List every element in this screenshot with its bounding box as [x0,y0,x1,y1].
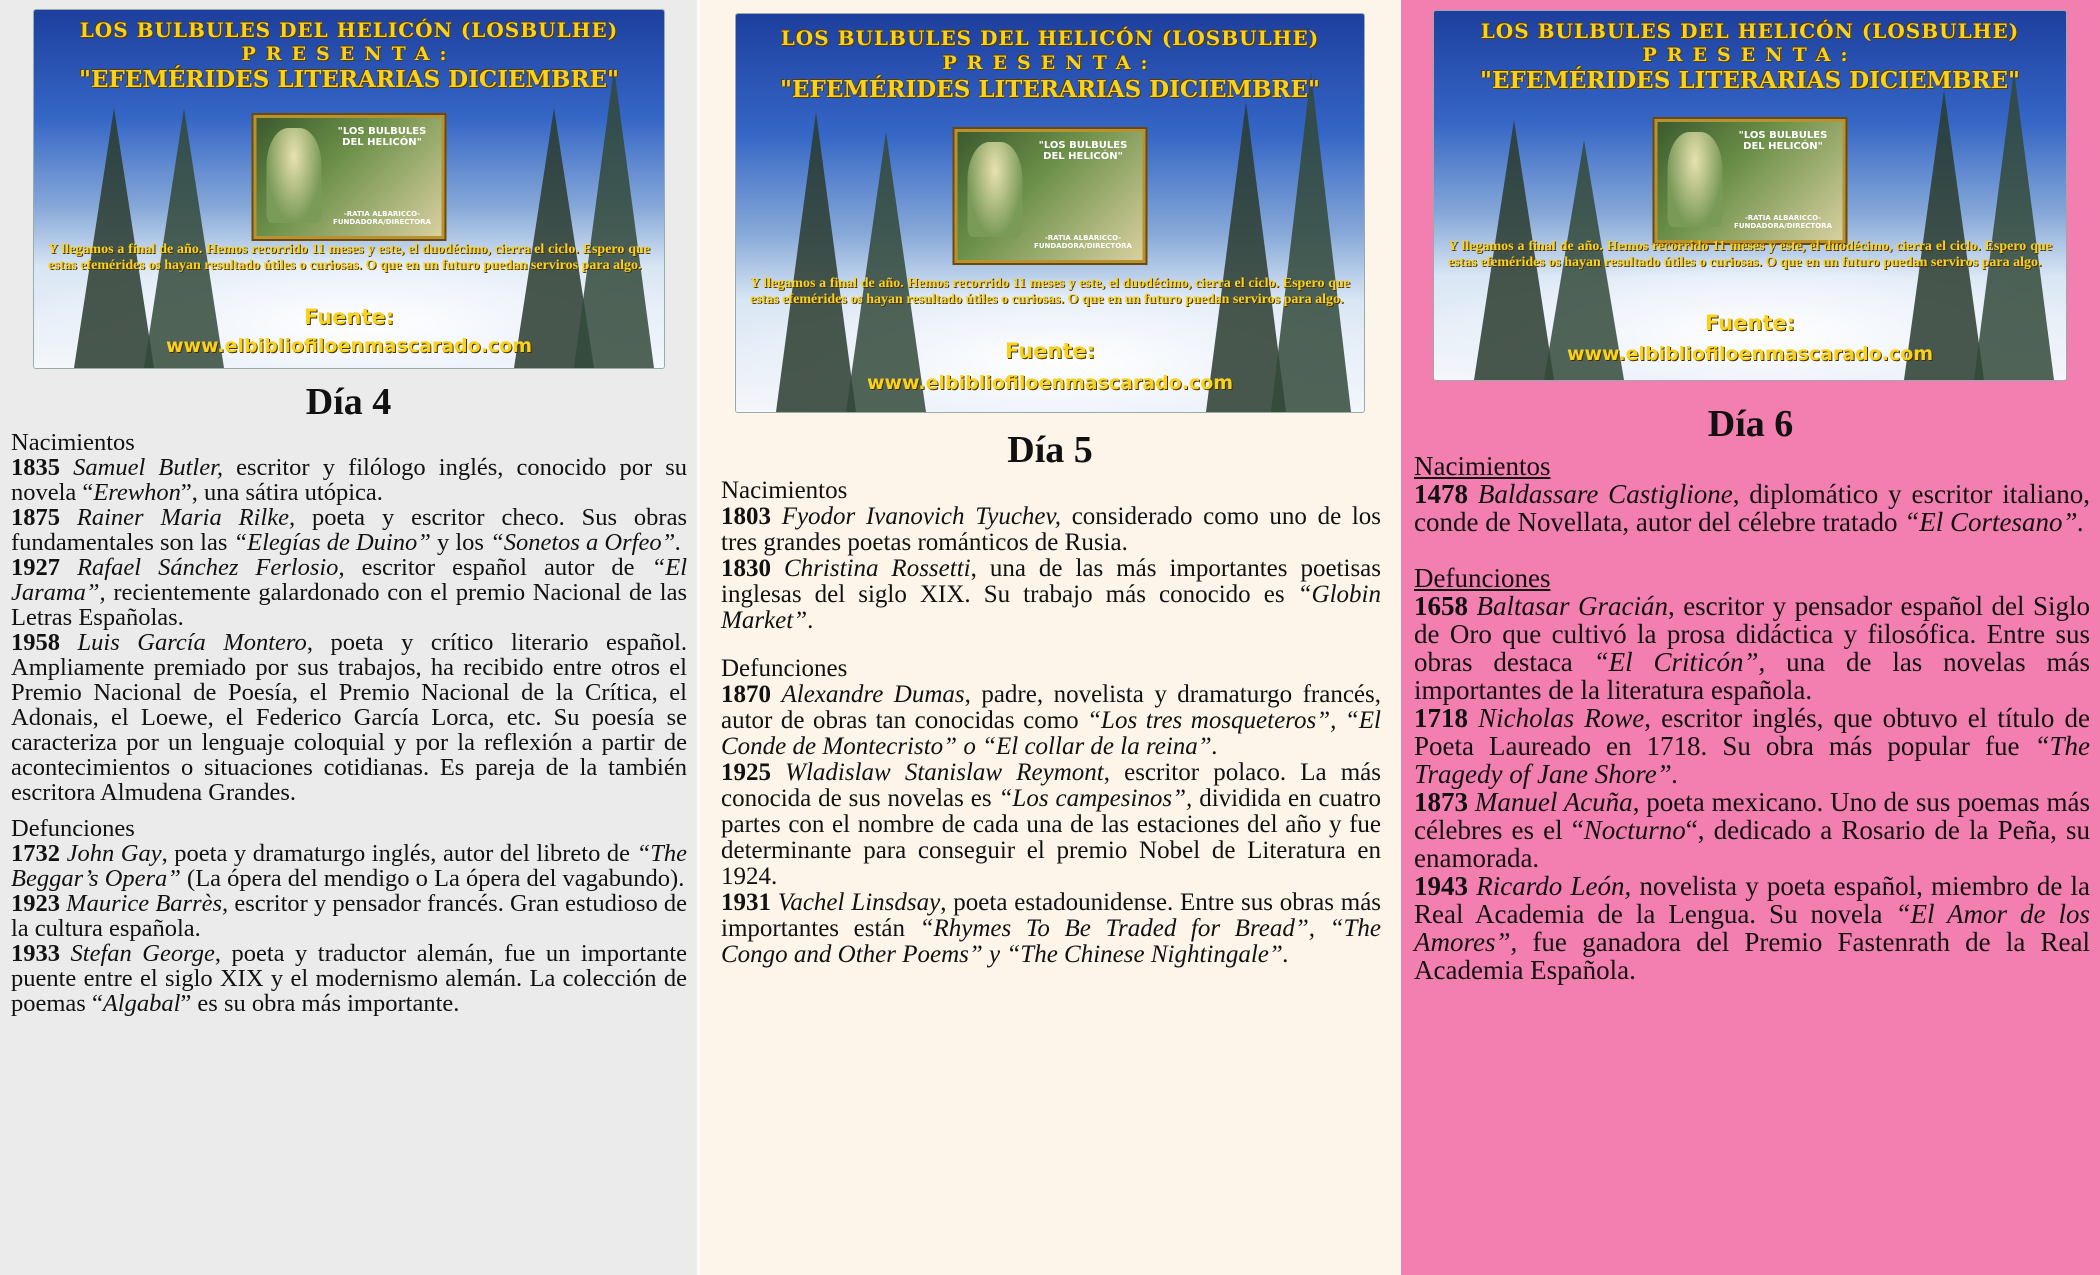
entry: 1803 Fyodor Ivanovich Tyuchev, considerado como uno de los tres grandes poetas románticos de Rusia. [721,503,1382,556]
banner-source-url: www.elbibliofiloenmascarado.com [1566,343,1934,365]
column-day-6 [1401,0,2100,1275]
banner-image [1434,11,2066,380]
banner-plaque [254,115,445,239]
banner-source-label: Fuente: [303,305,395,329]
births-heading: Nacimientos [721,477,848,504]
entry: 1830 Christina Rossetti, una de las más importantes poetisas inglesas del siglo XIX. Su trabajo más conocido es “Globin Market”. [721,555,1381,634]
entries [721,478,1381,968]
deaths-heading: Defunciones [1414,563,1551,593]
banner-line-3: "EFEMÉRIDES LITERARIAS DICIEMBRE" [1479,67,2021,94]
entries [1414,452,2090,984]
column-day-5 [700,0,1400,1275]
day-title: Día 4 [305,381,392,423]
entry: 1835 Samuel Butler, escritor y filólogo inglés, conocido por su novela “Erewhon”, una sátira utópica. [11,454,687,506]
banner-paragraph: Y llegamos a final de año. Hemos recorrido 11 meses y este, el duodécimo, cierra el ciclo. Espero que estas efemérides os hayan resultado útiles o curiosas. O que en un futuro puedan serviros para algo. [48,242,650,273]
banner-line-2: PRESENTA: [942,52,1158,74]
entry: 1927 Rafael Sánchez Ferlosio, escritor español autor de “El Jarama”, recientemente galardonado con el premio Nacional de las Letras Españolas. [11,554,688,631]
entry: 1925 Wladislaw Stanislaw Reymont, escritor polaco. La más conocida de sus novelas es “Los campesinos”, dividida en cuatro partes con el nombre de cada una de las estaciones del año y fue determinante para conseguir el premio Nobel de Literatura en 1924. [721,759,1381,890]
banner-paragraph: Y llegamos a final de año. Hemos recorrido 11 meses y este, el duodécimo, cierra el ciclo. Espero que estas efemérides os hayan resultado útiles o curiosas. O que en un futuro puedan serviros para algo. [1448,239,2052,270]
banner-source-url: www.elbibliofiloenmascarado.com [165,335,533,357]
deaths-heading: Defunciones [11,815,135,842]
entry: 1870 Alexandre Dumas, padre, novelista y dramaturgo francés, autor de obras tan conocidas como “Los tres mosqueteros”, “El Conde de Montecristo” o “El collar de la reina”. [721,681,1381,760]
banner-line-2: PRESENTA: [241,43,457,65]
entry: 1923 Maurice Barrès, escritor y pensador francés. Gran estudioso de la cultura española. [11,890,687,942]
banner-line-1: LOS BULBULES DEL HELICÓN (LOSBULHE) [1480,19,2020,43]
banner-line-3: "EFEMÉRIDES LITERARIAS DICIEMBRE" [779,76,1321,103]
entries [11,430,687,1016]
entry: 1478 Baldassare Castiglione, diplomático y escritor italiano, conde de Novellata, autor del célebre tratado “El Cortesano”. [1414,479,2090,537]
plaque-title: "LOS BULBULES DEL HELICÓN" [1038,140,1128,162]
plaque-name: -RATIA ALBARICCO- FUNDADORA/DIRECTORA [1034,234,1132,250]
entry: 1943 Ricardo León, novelista y poeta español, miembro de la Real Academia de la Lengua. Su novela “El Amor de los Amores”, fue ganadora del Premio Fastenrath de la Real Academia Española. [1414,871,2091,985]
entry: 1732 John Gay, poeta y dramaturgo inglés, autor del libreto de “The Beggar’s Opera” (La ópera del mendigo o La ópera del vagabundo). [11,840,687,892]
day-title: Día 5 [1007,429,1093,471]
banner-plaque [1655,119,1846,243]
banner-source-label: Fuente: [1004,339,1096,363]
entry: 1718 Nicholas Rowe, escritor inglés, que obtuvo el título de Poeta Laureado en 1718. Su obra más popular fue “The Tragedy of Jane Shore”. [1414,703,2090,789]
entry: 1933 Stefan George, poeta y traductor alemán, fue un importante puente entre el siglo XIX y el modernismo alemán. La colección de poemas “Algabal” es su obra más importante. [11,940,688,1017]
banner-line-2: PRESENTA: [1642,44,1858,66]
plaque-name: -RATIA ALBARICCO- FUNDADORA/DIRECTORA [1734,214,1832,230]
births-heading: Nacimientos [1414,451,1551,481]
entry: 1873 Manuel Acuña, poeta mexicano. Uno de sus poemas más célebres es el “Nocturno“, dedicado a Rosario de la Peña, su enamorada. [1414,787,2091,873]
banner-source-url: www.elbibliofiloenmascarado.com [866,372,1234,394]
banner-plaque [955,129,1146,263]
plaque-name: -RATIA ALBARICCO- FUNDADORA/DIRECTORA [333,210,431,226]
plaque-title: "LOS BULBULES DEL HELICÓN" [337,126,427,148]
banner-image [736,14,1364,412]
statue-image [267,128,322,223]
banner-image [34,10,664,368]
deaths-heading: Defunciones [721,655,848,682]
banner-line-3: "EFEMÉRIDES LITERARIAS DICIEMBRE" [78,66,620,93]
column-day-4 [0,0,697,1275]
banner-line-1: LOS BULBULES DEL HELICÓN (LOSBULHE) [780,26,1320,50]
statue-image [1668,132,1723,227]
entry: 1958 Luis García Montero, poeta y crítico literario español. Ampliamente premiado por sus trabajos, ha recibido entre otros el Premio Nacional de Poesía, el Premio Nacional de la Crítica, el Adonais, el Loewe, el Federico García Lorca, etc. Su poesía se caracteriza por un lenguaje coloquial y por la reflexión a partir de acontecimientos o situaciones cotidianas. Es pareja de la también escritora Almudena Grandes. [11,629,688,806]
banner-line-1: LOS BULBULES DEL HELICÓN (LOSBULHE) [79,18,619,42]
statue-image [968,142,1023,237]
banner-source-label: Fuente: [1704,311,1796,335]
births-heading: Nacimientos [11,429,135,456]
banner-paragraph: Y llegamos a final de año. Hemos recorrido 11 meses y este, el duodécimo, cierra el ciclo. Espero que estas efemérides os hayan resultado útiles o curiosas. O que en un futuro puedan serviros para algo. [750,276,1350,307]
entry: 1658 Baltasar Gracián, escritor y pensador español del Siglo de Oro que cultivó la prosa didáctica y filosófica. Entre sus obras destaca “El Criticón”, una de las novelas más importantes de la literatura española. [1414,591,2090,705]
plaque-title: "LOS BULBULES DEL HELICÓN" [1738,130,1828,152]
day-title: Día 6 [1707,403,1794,445]
entry: 1931 Vachel Linsdsay, poeta estadounidense. Entre sus obras más importantes están “Rhymes To Be Traded for Bread”, “The Congo and Other Poems” y “The Chinese Nightingale”. [721,889,1382,968]
entry: 1875 Rainer Maria Rilke, poeta y escritor checo. Sus obras fundamentales son las “Elegías de Duino” y los “Sonetos a Orfeo”. [11,504,687,556]
